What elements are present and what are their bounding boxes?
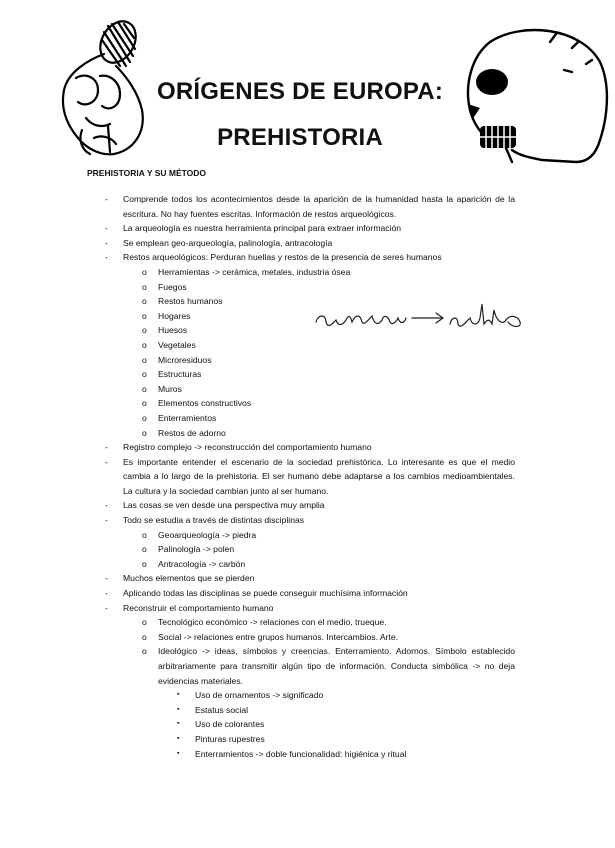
list-item-level-2 xyxy=(0,426,515,441)
list-item-level-1 xyxy=(0,513,515,528)
list-item-text: Aplicando todas las disciplinas se puede conseguir muchísima información xyxy=(123,588,408,599)
dash-bullet: - xyxy=(105,194,108,204)
notes-list xyxy=(0,192,615,761)
list-item-level-2 xyxy=(0,630,515,645)
list-item-text: Microresiduos xyxy=(158,354,212,365)
list-item-level-2 xyxy=(0,411,515,426)
list-item-level-2 xyxy=(0,265,515,280)
dash-bullet: - xyxy=(105,442,108,453)
circle-bullet: o xyxy=(142,646,147,657)
dash-bullet: - xyxy=(105,602,108,613)
dash-bullet: - xyxy=(105,252,108,263)
list-item-text: Enterramientos xyxy=(158,412,217,423)
circle-bullet: o xyxy=(142,383,147,394)
list-item-level-2 xyxy=(0,542,515,557)
list-item-level-2 xyxy=(0,338,515,353)
list-item-level-2 xyxy=(0,323,515,338)
square-bullet: ▪ xyxy=(177,720,180,728)
circle-bullet: o xyxy=(142,558,147,569)
square-bullet: ▪ xyxy=(177,734,180,742)
list-item-text: Geoarqueología -> piedra xyxy=(158,529,257,540)
list-item-level-1 xyxy=(0,250,515,265)
skull-drawing xyxy=(450,12,610,172)
list-item-text: Restos de adorno xyxy=(158,427,226,438)
list-item-level-1 xyxy=(0,236,515,251)
list-item-level-2 xyxy=(0,644,515,688)
list-item-level-1 xyxy=(0,571,515,586)
square-bullet: ▪ xyxy=(177,749,180,757)
section-heading: PREHISTORIA Y SU MÉTODO xyxy=(87,168,207,178)
list-item-text: Pinturas rupestres xyxy=(195,733,265,744)
circle-bullet: o xyxy=(142,325,147,336)
circle-bullet: o xyxy=(142,398,147,409)
list-item-text: Todo se estudia a través de distintas disciplinas xyxy=(123,515,305,526)
dash-bullet: - xyxy=(105,515,108,526)
list-item-level-2 xyxy=(0,367,515,382)
list-item-level-1 xyxy=(0,601,515,616)
circle-bullet: o xyxy=(142,369,147,380)
circle-bullet: o xyxy=(142,427,147,438)
circle-bullet: o xyxy=(142,281,147,292)
list-item-level-1 xyxy=(0,221,515,236)
list-item-text: Ideológico -> ideas, símbolos y creencias. Enterramiento. Adornos. Símbolo establecido arbitrariamente para transmitir algún tipo de información. Conducta simbólica -> no deja evidencias materiales. xyxy=(158,646,515,686)
list-item-text: Tecnológico económico -> relaciones con el medio, trueque. xyxy=(158,617,387,628)
list-item-level-2 xyxy=(0,353,515,368)
list-item-level-2 xyxy=(0,309,515,324)
circle-bullet: o xyxy=(142,266,147,277)
list-item-text: Hogares xyxy=(158,310,191,321)
circle-bullet: o xyxy=(142,296,147,307)
venus-figurine-drawing xyxy=(38,14,153,164)
list-item-text: Uso de ornamentos -> significado xyxy=(195,690,324,701)
list-item-text: Antracología -> carbón xyxy=(158,558,246,569)
list-item-text: Restos humanos xyxy=(158,296,223,307)
list-item-level-2 xyxy=(0,557,515,572)
list-item-level-1 xyxy=(0,455,515,499)
list-item-level-2 xyxy=(0,294,515,309)
dash-bullet: - xyxy=(105,223,108,234)
circle-bullet: o xyxy=(142,544,147,555)
circle-bullet: o xyxy=(142,617,147,628)
title-line-2: PREHISTORIA xyxy=(217,124,383,151)
list-item-text: La arqueología es nuestra herramienta principal para extraer información xyxy=(123,223,402,234)
list-item-level-2 xyxy=(0,280,515,295)
circle-bullet: o xyxy=(142,529,147,540)
dash-bullet: - xyxy=(105,456,108,467)
square-bullet: ▪ xyxy=(177,691,180,699)
list-item-level-1 xyxy=(0,498,515,513)
circle-bullet: o xyxy=(142,310,147,321)
list-item-text: Se emplean geo-arqueología, palinología, antracología xyxy=(123,237,333,248)
list-item-level-1 xyxy=(0,192,515,221)
list-item-text: Estatus social xyxy=(195,704,249,715)
dash-bullet: - xyxy=(105,237,108,248)
dash-bullet: - xyxy=(105,588,108,599)
title-line-1: ORÍGENES DE EUROPA: xyxy=(156,78,444,105)
list-item-level-2 xyxy=(0,615,515,630)
list-item-level-1 xyxy=(0,586,515,601)
list-item-text: Restos arqueológicos: Perduran huellas y restos de la presencia de seres humanos xyxy=(123,252,442,263)
list-item-level-2 xyxy=(0,382,515,397)
list-item-text: Social -> relaciones entre grupos humanos. Intercambios. Arte. xyxy=(158,631,399,642)
list-item-level-3 xyxy=(0,732,515,747)
square-bullet: ▪ xyxy=(177,705,180,713)
list-item-text: Las cosas se ven desde una perspectiva muy amplia xyxy=(123,500,325,511)
list-item-text: Es importante entender el escenario de la sociedad prehistórica. Lo interesante es que el medio cambia a lo largo de la prehistoria. El ser humano debe adaptarse a los cambios medioambientales. La cultura y la sociedad cambian junto al ser humano. xyxy=(123,456,515,496)
list-item-text: Palinología -> polen xyxy=(158,544,235,555)
list-item-level-3 xyxy=(0,747,515,762)
list-item-level-3 xyxy=(0,688,515,703)
list-item-text: Muchos elementos que se pierden xyxy=(123,573,255,584)
list-item-text: Vegetales xyxy=(158,339,196,350)
list-item-text: Huesos xyxy=(158,325,188,336)
list-item-level-1 xyxy=(0,440,515,455)
circle-bullet: o xyxy=(142,339,147,350)
list-item-text: Estructuras xyxy=(158,369,202,380)
list-item-level-2 xyxy=(0,396,515,411)
circle-bullet: o xyxy=(142,631,147,642)
list-item-text: Elementos constructivos xyxy=(158,398,252,409)
list-item-level-3 xyxy=(0,703,515,718)
list-item-text: Comprende todos los acontecimientos desde la aparición de la humanidad hasta la aparición de la escritura. No hay fuentes escritas. Información de restos arqueológicos. xyxy=(123,194,515,219)
dash-bullet: - xyxy=(105,573,108,584)
list-item-text: Uso de colorantes xyxy=(195,719,265,730)
list-item-text: Reconstruir el comportamiento humano xyxy=(123,602,274,613)
list-item-text: Muros xyxy=(158,383,182,394)
list-item-text: Fuegos xyxy=(158,281,187,292)
list-item-text: Registro complejo -> reconstrucción del comportamiento humano xyxy=(123,442,372,453)
list-item-level-3 xyxy=(0,717,515,732)
list-item-text: Enterramientos -> doble funcionalidad: higiénica y ritual xyxy=(195,748,407,759)
circle-bullet: o xyxy=(142,412,147,423)
list-item-text: Herramientas -> cerámica, metales, industria ósea xyxy=(158,266,351,277)
circle-bullet: o xyxy=(142,354,147,365)
dash-bullet: - xyxy=(105,500,108,511)
list-item-level-2 xyxy=(0,528,515,543)
